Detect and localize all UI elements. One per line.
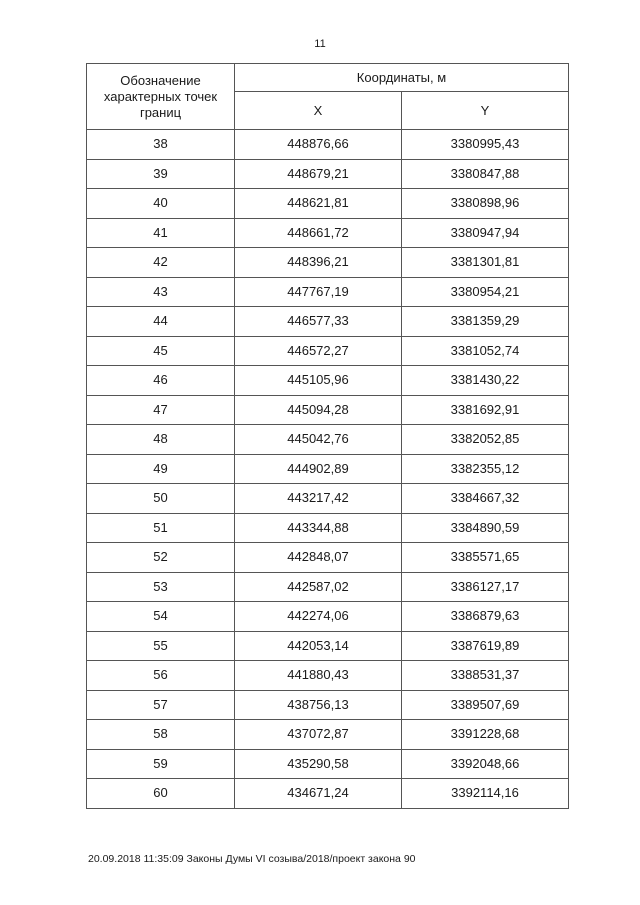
y-cell: 3392048,66 <box>402 749 569 779</box>
x-cell: 442274,06 <box>235 602 402 632</box>
y-cell: 3380898,96 <box>402 189 569 219</box>
y-cell: 3385571,65 <box>402 543 569 573</box>
table-row <box>87 130 569 160</box>
table-row <box>87 395 569 425</box>
y-cell: 3381052,74 <box>402 336 569 366</box>
x-cell: 448679,21 <box>235 159 402 189</box>
point-cell: 38 <box>87 130 235 160</box>
point-cell: 60 <box>87 779 235 809</box>
point-cell: 41 <box>87 218 235 248</box>
table-row <box>87 189 569 219</box>
y-cell: 3389507,69 <box>402 690 569 720</box>
table-row <box>87 425 569 455</box>
table-row <box>87 218 569 248</box>
point-cell: 50 <box>87 484 235 514</box>
y-cell: 3391228,68 <box>402 720 569 750</box>
y-cell: 3384890,59 <box>402 513 569 543</box>
header-y: Y <box>402 92 569 130</box>
x-cell: 448876,66 <box>235 130 402 160</box>
page-number: 11 <box>314 38 326 50</box>
table-row <box>87 454 569 484</box>
x-cell: 448621,81 <box>235 189 402 219</box>
y-cell: 3384667,32 <box>402 484 569 514</box>
y-cell: 3387619,89 <box>402 631 569 661</box>
x-cell: 442587,02 <box>235 572 402 602</box>
x-cell: 441880,43 <box>235 661 402 691</box>
table-row <box>87 720 569 750</box>
table-row <box>87 307 569 337</box>
point-cell: 40 <box>87 189 235 219</box>
point-cell: 47 <box>87 395 235 425</box>
x-cell: 445094,28 <box>235 395 402 425</box>
point-cell: 52 <box>87 543 235 573</box>
table-row <box>87 513 569 543</box>
point-cell: 42 <box>87 248 235 278</box>
point-cell: 55 <box>87 631 235 661</box>
y-cell: 3381430,22 <box>402 366 569 396</box>
x-cell: 443217,42 <box>235 484 402 514</box>
header-coordinates: Координаты, м <box>235 64 569 92</box>
x-cell: 444902,89 <box>235 454 402 484</box>
point-cell: 44 <box>87 307 235 337</box>
x-cell: 445042,76 <box>235 425 402 455</box>
table-row <box>87 602 569 632</box>
table-row <box>87 277 569 307</box>
table-row <box>87 572 569 602</box>
y-cell: 3381301,81 <box>402 248 569 278</box>
y-cell: 3380947,94 <box>402 218 569 248</box>
y-cell: 3388531,37 <box>402 661 569 691</box>
y-cell: 3380995,43 <box>402 130 569 160</box>
y-cell: 3386127,17 <box>402 572 569 602</box>
point-cell: 49 <box>87 454 235 484</box>
x-cell: 448661,72 <box>235 218 402 248</box>
header-x: X <box>235 92 402 130</box>
point-cell: 39 <box>87 159 235 189</box>
x-cell: 447767,19 <box>235 277 402 307</box>
table-row <box>87 159 569 189</box>
x-cell: 443344,88 <box>235 513 402 543</box>
header-point-label: Обозначение характерных точек границ <box>87 64 235 130</box>
table-row <box>87 661 569 691</box>
y-cell: 3380954,21 <box>402 277 569 307</box>
x-cell: 435290,58 <box>235 749 402 779</box>
table-row <box>87 248 569 278</box>
y-cell: 3382052,85 <box>402 425 569 455</box>
y-cell: 3380847,88 <box>402 159 569 189</box>
x-cell: 446577,33 <box>235 307 402 337</box>
y-cell: 3382355,12 <box>402 454 569 484</box>
point-cell: 59 <box>87 749 235 779</box>
coordinates-table <box>86 63 569 809</box>
table-row <box>87 543 569 573</box>
point-cell: 48 <box>87 425 235 455</box>
x-cell: 448396,21 <box>235 248 402 278</box>
point-cell: 46 <box>87 366 235 396</box>
point-cell: 54 <box>87 602 235 632</box>
y-cell: 3386879,63 <box>402 602 569 632</box>
table-body <box>87 130 569 809</box>
footer-stamp: 20.09.2018 11:35:09 Законы Думы VI созыва/2018/проект закона 90 <box>88 853 416 865</box>
point-cell: 51 <box>87 513 235 543</box>
y-cell: 3392114,16 <box>402 779 569 809</box>
point-cell: 53 <box>87 572 235 602</box>
x-cell: 445105,96 <box>235 366 402 396</box>
table-row <box>87 366 569 396</box>
table-row <box>87 336 569 366</box>
point-cell: 57 <box>87 690 235 720</box>
table-row <box>87 749 569 779</box>
y-cell: 3381692,91 <box>402 395 569 425</box>
x-cell: 438756,13 <box>235 690 402 720</box>
table-row <box>87 690 569 720</box>
table-row <box>87 484 569 514</box>
x-cell: 437072,87 <box>235 720 402 750</box>
x-cell: 434671,24 <box>235 779 402 809</box>
point-cell: 43 <box>87 277 235 307</box>
x-cell: 442848,07 <box>235 543 402 573</box>
y-cell: 3381359,29 <box>402 307 569 337</box>
point-cell: 58 <box>87 720 235 750</box>
x-cell: 446572,27 <box>235 336 402 366</box>
table-row <box>87 631 569 661</box>
point-cell: 56 <box>87 661 235 691</box>
point-cell: 45 <box>87 336 235 366</box>
table-row <box>87 779 569 809</box>
x-cell: 442053,14 <box>235 631 402 661</box>
